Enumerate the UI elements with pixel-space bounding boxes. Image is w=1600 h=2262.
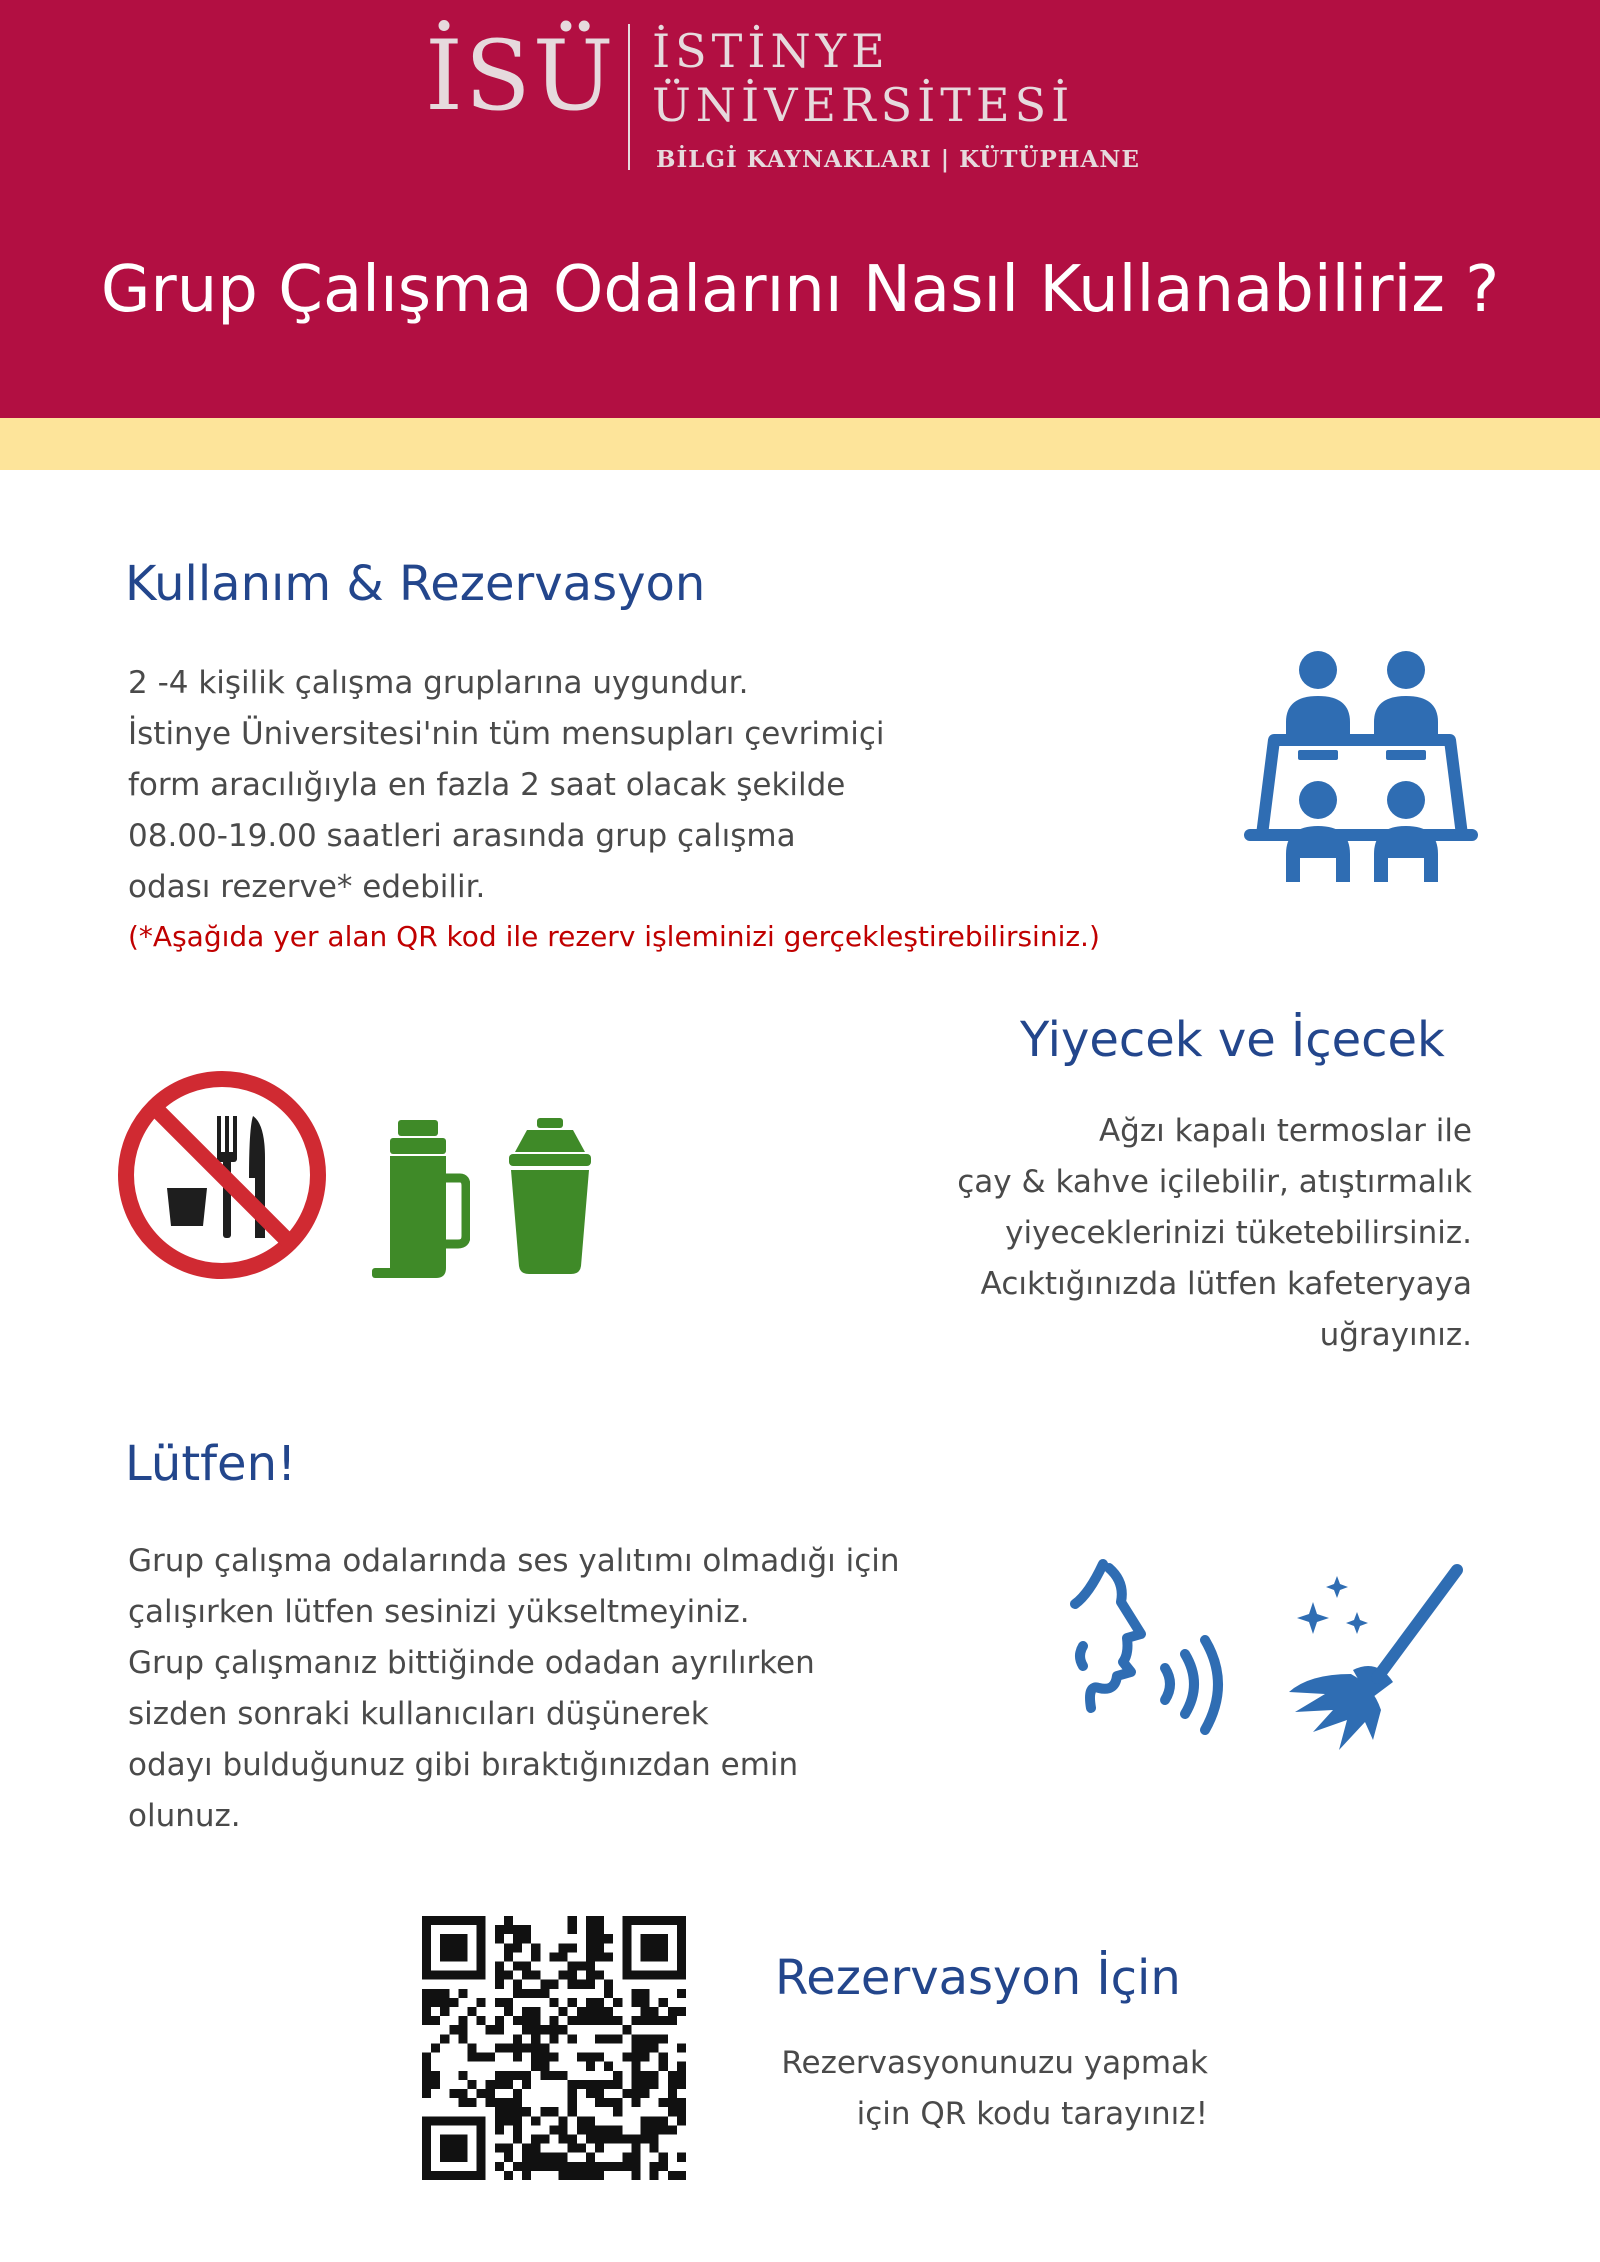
please-line: odayı bulduğunuz gibi bıraktığınızdan emin <box>128 1747 799 1783</box>
logo-separator <box>628 24 630 170</box>
logo-university-name-1: İSTİNYE <box>652 24 890 78</box>
thermos-icon <box>370 1118 470 1280</box>
logo-university-name-2: ÜNİVERSİTESİ <box>652 78 1075 132</box>
please-text <box>128 1536 900 1842</box>
reservation-line: için QR kodu tarayınız! <box>856 2096 1208 2132</box>
broom-icon <box>1285 1562 1465 1762</box>
please-line: sizden sonraki kullanıcıları düşünerek <box>128 1696 709 1732</box>
food-line: uğrayınız. <box>1319 1317 1472 1353</box>
voice-icon <box>1065 1558 1240 1748</box>
usage-title: Kullanım & Rezervasyon <box>125 556 706 612</box>
logo-abbr: İSÜ <box>425 20 616 132</box>
usage-line: 08.00-19.00 saatleri arasında grup çalışma <box>128 818 796 854</box>
reservation-line: Rezervasyonunuzu yapmak <box>781 2045 1208 2081</box>
food-line: Ağzı kapalı termoslar ile <box>1098 1113 1472 1149</box>
usage-line: form aracılığıyla en fazla 2 saat olacak şekilde <box>128 767 846 803</box>
food-line: Acıktığınızda lütfen kafeteryaya <box>980 1266 1472 1302</box>
qr-code-icon[interactable] <box>422 1916 686 2180</box>
please-line: olunuz. <box>128 1798 241 1834</box>
food-line: yiyeceklerinizi tüketebilirsiniz. <box>1005 1215 1472 1251</box>
no-food-icon <box>115 1068 330 1283</box>
reservation-text <box>781 2038 1208 2140</box>
usage-text <box>128 658 885 913</box>
accent-stripe <box>0 418 1600 470</box>
usage-line: İstinye Üniversitesi'nin tüm mensupları çevrimiçi <box>128 716 885 752</box>
please-line: çalışırken lütfen sesinizi yükseltmeyiniz. <box>128 1594 750 1630</box>
food-line: çay & kahve içilebilir, atıştırmalık <box>957 1164 1472 1200</box>
please-title: Lütfen! <box>125 1436 297 1492</box>
food-title: Yiyecek ve İçecek <box>1020 1012 1445 1068</box>
please-line: Grup çalışmanız bittiğinde odadan ayrılırken <box>128 1645 815 1681</box>
meeting-table-icon <box>1240 650 1480 890</box>
food-text <box>957 1106 1472 1361</box>
usage-line: odası rezerve* edebilir. <box>128 869 486 905</box>
page-title: Grup Çalışma Odalarını Nasıl Kullanabiliriz ? <box>100 253 1500 327</box>
please-line: Grup çalışma odalarında ses yalıtımı olmadığı için <box>128 1543 900 1579</box>
qr-note: (*Aşağıda yer alan QR kod ile rezerv işleminizi gerçekleştirebilirsiniz.) <box>128 920 1100 953</box>
reservation-title: Rezervasyon İçin <box>775 1950 1181 2006</box>
shaker-icon <box>505 1118 595 1276</box>
usage-line: 2 -4 kişilik çalışma gruplarına uygundur. <box>128 665 749 701</box>
logo-department: BİLGİ KAYNAKLARI | KÜTÜPHANE <box>656 146 1140 173</box>
